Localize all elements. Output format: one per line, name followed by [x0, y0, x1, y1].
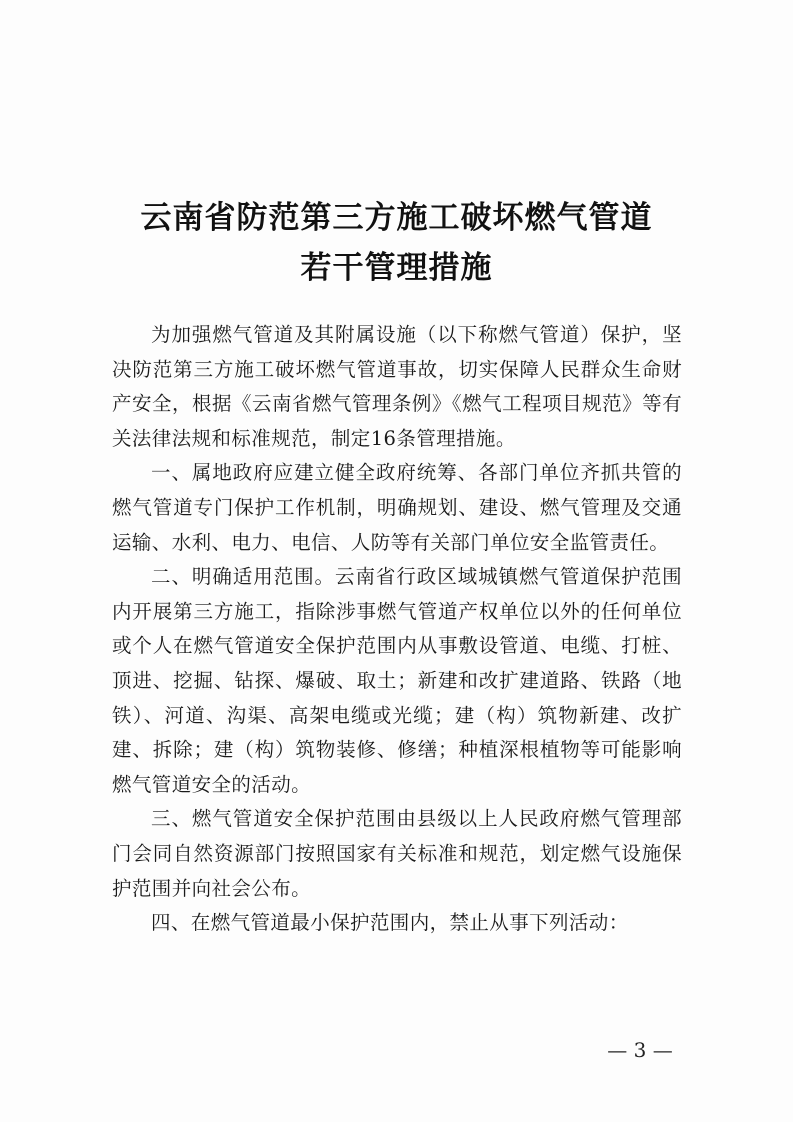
paragraph-item-4: 四、在燃气管道最小保护范围内，禁止从事下列活动： — [151, 911, 629, 935]
paragraph-item-2: 二、明确适用范围。云南省行政区域城镇燃气管道保护范围内开展第三方施工，指除涉事燃气管道产权单位以外的任何单位或个人在燃气管道安全保护范围内从事敷设管道、电缆、打桩、顶进、挖掘、钻探、爆破、取土；新建和改扩建道路、铁路（地铁）、河道、沟渠、高架电缆或光缆；建（构）筑物新建、改扩建、拆除；建（构）筑物装修、修缮；种植深根植物等可能影响燃气管道安全的活动。 — [112, 565, 682, 796]
document-title-line-1: 云南省防范第三方施工破坏燃气管道 — [140, 200, 653, 236]
document-title-line-2: 若干管理措施 — [300, 250, 493, 286]
page-number: — 3 — — [607, 1038, 673, 1062]
paragraph-item-1: 一、属地政府应建立健全政府统筹、各部门单位齐抓共管的燃气管道专门保护工作机制，明确规划、建设、燃气管理及交通运输、水利、电力、电信、人防等有关部门单位安全监管责任。 — [112, 461, 682, 554]
paragraph-item-3: 三、燃气管道安全保护范围由县级以上人民政府燃气管理部门会同自然资源部门按照国家有关标准和规范，划定燃气设施保护范围并向社会公布。 — [112, 807, 682, 900]
document-body — [112, 318, 682, 941]
paragraph-intro: 为加强燃气管道及其附属设施（以下称燃气管道）保护，坚决防范第三方施工破坏燃气管道事故，切实保障人民群众生命财产安全，根据《云南省燃气管理条例》《燃气工程项目规范》等有关法律法规和标准规范，制定16条管理措施。 — [112, 323, 682, 450]
